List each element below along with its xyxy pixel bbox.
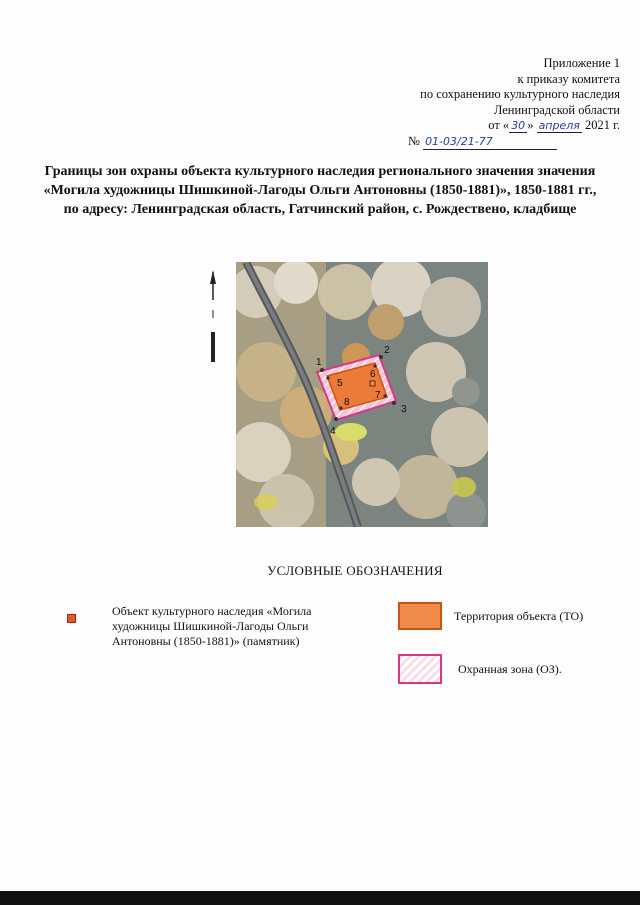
legend-title: УСЛОВНЫЕ ОБОЗНАЧЕНИЯ [267,563,443,578]
grass-patch [335,423,367,441]
point-label-4: 4 [330,426,336,437]
committee-line: по сохранению культурного наследия [420,87,620,101]
legend-to-label: Территория объекта (ТО) [454,609,584,623]
date-month-handwritten: апреля [538,119,580,132]
order-ref-line: к приказу комитета [517,71,620,86]
point-label-5: 5 [337,378,343,389]
legend-oz-swatch [398,654,442,684]
order-number-line [360,134,620,151]
region-line: Ленинградской области [493,102,620,117]
date-year: 2021 г. [585,118,620,132]
appendix-label: Приложение 1 [543,56,620,70]
point-label-1: 1 [316,357,322,368]
aerial-map [236,262,488,527]
legend-oz-label: Охранная зона (ОЗ). [458,662,562,676]
map-canvas [236,262,488,527]
date-day-handwritten: 30 [511,119,526,132]
number-prefix: № [408,133,420,148]
point-label-7: 7 [375,390,381,401]
point-label-2: 2 [384,345,390,356]
document-title: Границы зон охраны объекта культурного наследия регионального значения значения «Могила художницы Шишкиной-Лагоды Ольги Антоновны (1850-1881)», 1850-1881 гг., по адресу: Ленинградская область, Гатчинский район, с. Рождествено, кладбище [43,164,597,217]
monument-marker [370,381,375,386]
point-label-8: 8 [344,397,350,408]
north-arrow-icon [206,270,220,366]
legend-object-label: Объект культурного наследия «Могила художницы Шишкиной-Лагоды Ольги Антоновны (1850-1881)» (памятник) [112,604,312,648]
point-label-3: 3 [401,404,407,415]
order-number-handwritten: 01-03/21-77 [423,134,557,151]
scan-edge-bar [0,891,640,905]
legend-object-marker-icon [67,614,76,623]
date-line [360,118,620,134]
date-prefix: от « [488,118,510,132]
legend-to-swatch [398,602,442,630]
appendix-header [360,56,620,150]
point-label-6: 6 [370,369,376,380]
date-mid: » [527,118,534,132]
